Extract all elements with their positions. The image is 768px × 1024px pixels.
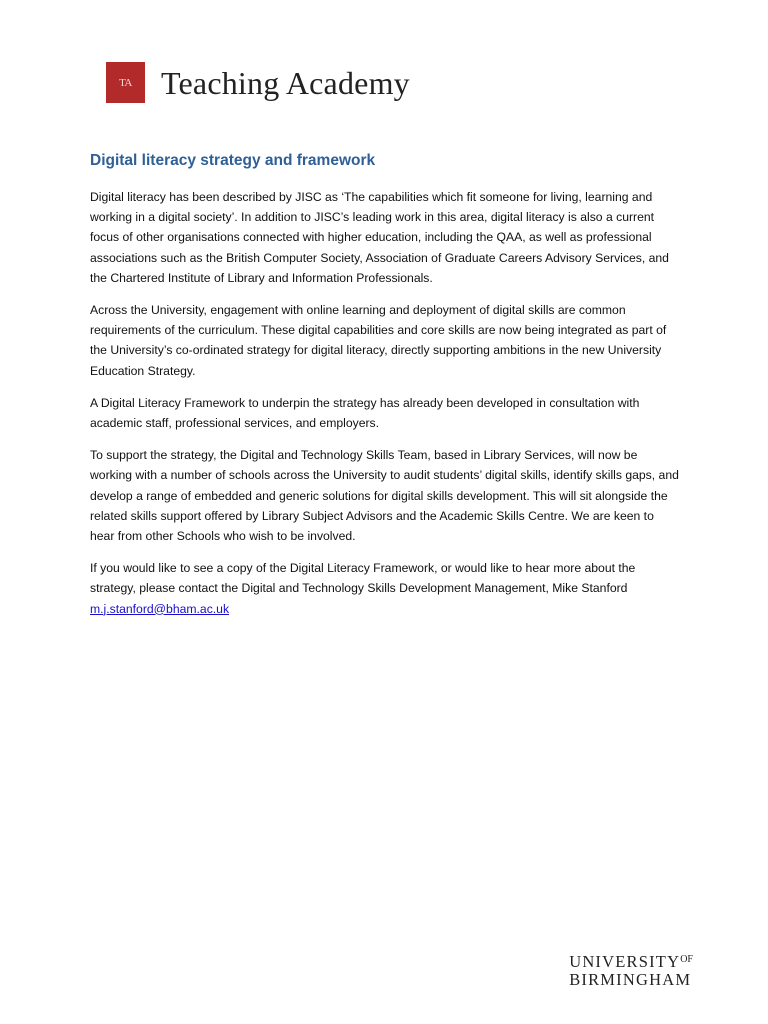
paragraph-support: To support the strategy, the Digital and Technology Skills Team, based in Library Services, will now be working with a number of schools across the University to audit students’ digital skills, identify skills gaps, and develop a range of embedded and generic solutions for digital skills development. This will sit alongside the related skills support offered by Library Subject Advisors and the Academic Skills Centre. We are keen to hear from other Schools who wish to be involved. <box>90 448 679 544</box>
document-body <box>90 152 680 631</box>
logo-text: TA <box>119 76 132 89</box>
footer-logo-line1 <box>569 954 693 971</box>
footer-university-word: UNIVERSITY <box>569 952 681 971</box>
footer-of-word: OF <box>680 954 693 965</box>
header-title: Teaching Academy <box>161 64 410 101</box>
teaching-academy-logo <box>106 62 145 103</box>
page-heading: Digital literacy strategy and framework <box>90 152 376 169</box>
contact-text: If you would like to see a copy of the Digital Literacy Framework, or would like to hear more about the strategy, please contact the Digital and Technology Skills Development Management, Mike Stanford <box>90 561 636 596</box>
footer-city-word: BIRMINGHAM <box>569 969 692 989</box>
contact-email-link[interactable]: m.j.stanford@bham.ac.uk <box>90 601 230 616</box>
paragraph-intro: Digital literacy has been described by JISC as ‘The capabilities which fit someone for living, learning and working in a digital society’. In addition to JISC’s leading work in this area, digital literacy is also a current focus of other organisations connected with higher education, including the QAA, as well as professional associations such as the British Computer Society, Association of Graduate Careers Advisory Services, and the Chartered Institute of Library and Information Professionals. <box>90 190 669 285</box>
paragraph-university-engagement: Across the University, engagement with online learning and deployment of digital skills are common requirements of the curriculum. These digital capabilities and core skills are now being integrated as part of the University’s co-ordinated strategy for digital literacy, directly supporting ambitions in the new University Education Strategy. <box>90 303 667 378</box>
teaching-academy-header <box>106 62 410 103</box>
university-of-birmingham-logo <box>569 954 693 988</box>
paragraph-framework: A Digital Literacy Framework to underpin the strategy has already been developed in consultation with academic staff, professional services, and employers. <box>90 395 640 431</box>
paragraph-contact <box>90 558 680 619</box>
